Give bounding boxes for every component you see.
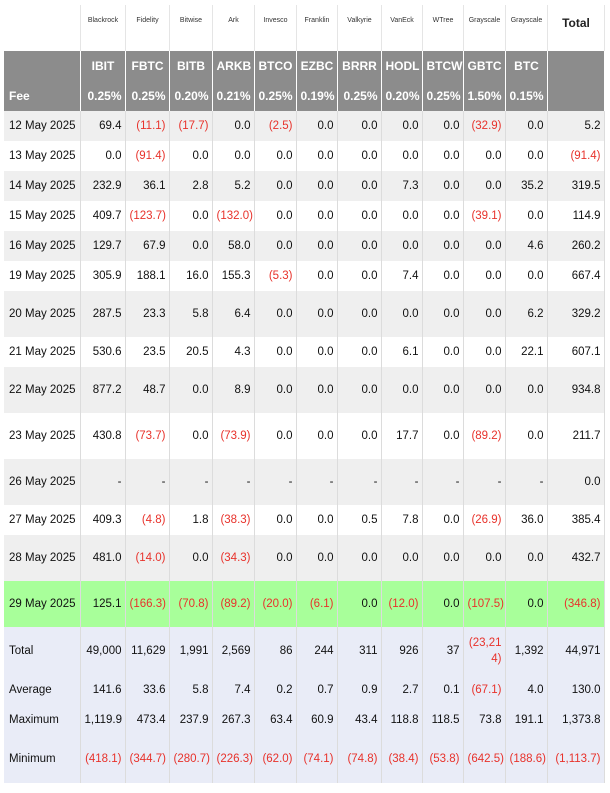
flow-cell: 35.2 <box>505 171 547 201</box>
stat-cell: 60.9 <box>296 705 337 735</box>
ticker-header: FBTC <box>125 51 169 81</box>
flow-cell: 48.7 <box>125 367 169 413</box>
row-date: 28 May 2025 <box>4 535 80 581</box>
ticker-total-blank <box>547 51 604 81</box>
ticker-header-row <box>4 51 604 81</box>
row-date: 23 May 2025 <box>4 413 80 459</box>
flow-cell: 7.8 <box>381 505 422 535</box>
stat-cell: 4.0 <box>505 675 547 705</box>
row-total-cell: 667.4 <box>547 261 604 291</box>
flow-cell: 0.0 <box>254 505 296 535</box>
flow-cell: 69.4 <box>80 111 125 141</box>
ticker-header: BTC <box>505 51 547 81</box>
stat-cell: 0.2 <box>254 675 296 705</box>
row-total-cell: 432.7 <box>547 535 604 581</box>
flow-cell: 409.3 <box>80 505 125 535</box>
stat-label: Total <box>4 627 80 675</box>
flow-cell: 155.3 <box>212 261 254 291</box>
stat-cell: (67.1) <box>463 675 505 705</box>
stat-cell: 37 <box>422 627 463 675</box>
flow-cell: 67.9 <box>125 231 169 261</box>
flow-cell: 0.0 <box>254 535 296 581</box>
flow-cell: 0.0 <box>296 413 337 459</box>
flow-cell: 0.0 <box>337 111 381 141</box>
flow-cell: 0.0 <box>505 581 547 627</box>
fee-cell: 0.19% <box>296 81 337 111</box>
flow-cell: 0.0 <box>463 141 505 171</box>
stat-cell: (53.8) <box>422 735 463 783</box>
flow-cell: 58.0 <box>212 231 254 261</box>
table-row <box>4 291 604 337</box>
stat-cell: (62.0) <box>254 735 296 783</box>
daily-flows-body <box>4 111 604 627</box>
stat-cell: 118.5 <box>422 705 463 735</box>
stat-cell: 0.9 <box>337 675 381 705</box>
stat-cell: 191.1 <box>505 705 547 735</box>
flow-cell: 0.0 <box>463 535 505 581</box>
flow-cell: - <box>80 459 125 505</box>
flow-cell: 0.0 <box>381 201 422 231</box>
issuer-header: Invesco <box>254 5 296 51</box>
stat-cell: 43.4 <box>337 705 381 735</box>
flow-cell: 0.0 <box>169 201 212 231</box>
flow-cell: 0.0 <box>381 535 422 581</box>
flow-cell: - <box>463 459 505 505</box>
flow-cell: (123.7) <box>125 201 169 231</box>
row-total-cell: (346.8) <box>547 581 604 627</box>
flow-cell: 0.0 <box>254 171 296 201</box>
row-date: 20 May 2025 <box>4 291 80 337</box>
ticker-header: BITB <box>169 51 212 81</box>
stat-cell: 1,119.9 <box>80 705 125 735</box>
flow-cell: 0.0 <box>422 413 463 459</box>
flow-cell: 530.6 <box>80 337 125 367</box>
flow-cell: 0.0 <box>463 337 505 367</box>
flow-cell: 0.0 <box>169 141 212 171</box>
flow-cell: - <box>296 459 337 505</box>
stat-cell: (226.3) <box>212 735 254 783</box>
table-row <box>4 413 604 459</box>
stat-cell: 237.9 <box>169 705 212 735</box>
flow-cell: (12.0) <box>381 581 422 627</box>
issuer-header-row <box>4 5 604 51</box>
flow-cell: (17.7) <box>169 111 212 141</box>
flow-cell: (32.9) <box>463 111 505 141</box>
stat-cell: 1,392 <box>505 627 547 675</box>
stat-total-cell: 1,373.8 <box>547 705 604 735</box>
flow-cell: - <box>422 459 463 505</box>
flow-cell: (132.0) <box>212 201 254 231</box>
flow-cell: 6.1 <box>381 337 422 367</box>
stat-row <box>4 705 604 735</box>
ticker-header: ARKB <box>212 51 254 81</box>
stat-cell: 118.8 <box>381 705 422 735</box>
stat-total-cell: (1,113.7) <box>547 735 604 783</box>
issuer-header: Bitwise <box>169 5 212 51</box>
ticker-header: BTCO <box>254 51 296 81</box>
ticker-corner-cell <box>4 51 80 81</box>
flow-cell: 0.0 <box>212 141 254 171</box>
flow-cell: 0.0 <box>505 111 547 141</box>
flow-cell: 6.2 <box>505 291 547 337</box>
table-row <box>4 141 604 171</box>
fee-label: Fee <box>4 81 80 111</box>
ticker-header: HODL <box>381 51 422 81</box>
flow-cell: 0.0 <box>381 291 422 337</box>
issuer-header: Grayscale <box>505 5 547 51</box>
flow-cell: (39.1) <box>463 201 505 231</box>
flow-cell: 0.0 <box>254 201 296 231</box>
flow-cell: 0.0 <box>254 367 296 413</box>
flow-cell: 0.0 <box>505 367 547 413</box>
total-column-header: Total <box>547 5 604 51</box>
row-date: 13 May 2025 <box>4 141 80 171</box>
issuer-header: Blackrock <box>80 5 125 51</box>
corner-cell <box>4 5 80 51</box>
row-date: 16 May 2025 <box>4 231 80 261</box>
stat-cell: (38.4) <box>381 735 422 783</box>
flow-cell: (73.7) <box>125 413 169 459</box>
row-date: 19 May 2025 <box>4 261 80 291</box>
flow-cell: - <box>125 459 169 505</box>
flow-cell: 0.0 <box>422 367 463 413</box>
ticker-header: BTCW <box>422 51 463 81</box>
flow-cell: (34.3) <box>212 535 254 581</box>
flow-cell: (26.9) <box>463 505 505 535</box>
flow-cell: 188.1 <box>125 261 169 291</box>
flow-cell: 0.0 <box>296 201 337 231</box>
stat-cell: 0.1 <box>422 675 463 705</box>
row-date: 12 May 2025 <box>4 111 80 141</box>
flow-cell: 4.3 <box>212 337 254 367</box>
table-row <box>4 261 604 291</box>
flow-cell: 0.0 <box>422 337 463 367</box>
flow-cell: 0.5 <box>337 505 381 535</box>
flow-cell: 0.0 <box>505 261 547 291</box>
flow-cell: (5.3) <box>254 261 296 291</box>
flow-cell: 0.0 <box>422 171 463 201</box>
issuer-header: Fidelity <box>125 5 169 51</box>
fee-cell: 0.25% <box>125 81 169 111</box>
fee-cell: 0.20% <box>381 81 422 111</box>
table-row <box>4 459 604 505</box>
flow-cell: 0.0 <box>337 201 381 231</box>
flow-cell: 0.0 <box>296 261 337 291</box>
flow-cell: 0.0 <box>463 367 505 413</box>
flow-cell: 17.7 <box>381 413 422 459</box>
issuer-header: Franklin <box>296 5 337 51</box>
ticker-header: BRRR <box>337 51 381 81</box>
flow-cell: - <box>254 459 296 505</box>
flow-cell: - <box>169 459 212 505</box>
row-total-cell: 329.2 <box>547 291 604 337</box>
flow-cell: 1.8 <box>169 505 212 535</box>
stat-cell: 141.6 <box>80 675 125 705</box>
fee-cell: 1.50% <box>463 81 505 111</box>
flow-cell: 0.0 <box>463 291 505 337</box>
flow-cell: 0.0 <box>463 231 505 261</box>
flow-cell: 0.0 <box>254 413 296 459</box>
flow-cell: 0.0 <box>422 505 463 535</box>
flow-cell: 6.4 <box>212 291 254 337</box>
fee-cell: 0.25% <box>254 81 296 111</box>
flow-cell: - <box>337 459 381 505</box>
flow-cell: 0.0 <box>422 535 463 581</box>
row-date: 29 May 2025 <box>4 581 80 627</box>
flow-cell: 0.0 <box>296 231 337 261</box>
flow-cell: 0.0 <box>169 231 212 261</box>
row-total-cell: 5.2 <box>547 111 604 141</box>
stat-cell: (642.5) <box>463 735 505 783</box>
stat-cell: 0.7 <box>296 675 337 705</box>
flow-cell: 0.0 <box>463 171 505 201</box>
stat-cell: 5.8 <box>169 675 212 705</box>
flow-cell: - <box>212 459 254 505</box>
flow-cell: 0.0 <box>296 337 337 367</box>
flow-cell: 20.5 <box>169 337 212 367</box>
flow-cell: 0.0 <box>337 337 381 367</box>
flow-cell: 430.8 <box>80 413 125 459</box>
fee-cell: 0.25% <box>80 81 125 111</box>
stat-label: Average <box>4 675 80 705</box>
flow-cell: 0.0 <box>337 171 381 201</box>
flow-cell: 0.0 <box>254 141 296 171</box>
stat-cell: 926 <box>381 627 422 675</box>
stat-cell: (23,214) <box>463 627 505 675</box>
flow-cell: 0.0 <box>422 581 463 627</box>
stat-cell: (280.7) <box>169 735 212 783</box>
table-row <box>4 505 604 535</box>
flow-cell: 16.0 <box>169 261 212 291</box>
flow-cell: 0.0 <box>296 535 337 581</box>
stat-cell: (344.7) <box>125 735 169 783</box>
stat-cell: 244 <box>296 627 337 675</box>
stat-cell: 73.8 <box>463 705 505 735</box>
fee-cell: 0.15% <box>505 81 547 111</box>
flow-cell: 0.0 <box>505 413 547 459</box>
row-date: 26 May 2025 <box>4 459 80 505</box>
flow-cell: 0.0 <box>337 367 381 413</box>
flow-cell: 481.0 <box>80 535 125 581</box>
issuer-header: Grayscale <box>463 5 505 51</box>
etf-flows-table-container <box>4 5 605 783</box>
row-total-cell: (91.4) <box>547 141 604 171</box>
flow-cell: (11.1) <box>125 111 169 141</box>
flow-cell: 129.7 <box>80 231 125 261</box>
flow-cell: (14.0) <box>125 535 169 581</box>
issuer-header: WTree <box>422 5 463 51</box>
table-row <box>4 171 604 201</box>
stat-cell: 63.4 <box>254 705 296 735</box>
flow-cell: (20.0) <box>254 581 296 627</box>
etf-flows-table <box>4 5 605 783</box>
flow-cell: 287.5 <box>80 291 125 337</box>
flow-cell: 8.9 <box>212 367 254 413</box>
row-total-cell: 0.0 <box>547 459 604 505</box>
flow-cell: 0.0 <box>337 291 381 337</box>
flow-cell: 0.0 <box>296 171 337 201</box>
fee-row <box>4 81 604 111</box>
flow-cell: 7.3 <box>381 171 422 201</box>
flow-cell: 0.0 <box>337 413 381 459</box>
flow-cell: (6.1) <box>296 581 337 627</box>
row-date: 22 May 2025 <box>4 367 80 413</box>
flow-cell: 22.1 <box>505 337 547 367</box>
flow-cell: 0.0 <box>422 201 463 231</box>
stat-cell: 11,629 <box>125 627 169 675</box>
row-total-cell: 934.8 <box>547 367 604 413</box>
row-date: 15 May 2025 <box>4 201 80 231</box>
row-total-cell: 114.9 <box>547 201 604 231</box>
stat-cell: 267.3 <box>212 705 254 735</box>
flow-cell: 0.0 <box>296 111 337 141</box>
flow-cell: 0.0 <box>296 367 337 413</box>
fee-cell: 0.25% <box>422 81 463 111</box>
fee-cell: 0.21% <box>212 81 254 111</box>
ticker-header: EZBC <box>296 51 337 81</box>
issuer-header: Ark <box>212 5 254 51</box>
flow-cell: (2.5) <box>254 111 296 141</box>
row-total-cell: 319.5 <box>547 171 604 201</box>
flow-cell: 0.0 <box>296 141 337 171</box>
row-total-cell: 385.4 <box>547 505 604 535</box>
fee-cell: 0.20% <box>169 81 212 111</box>
flow-cell: 0.0 <box>337 535 381 581</box>
stat-cell: 311 <box>337 627 381 675</box>
flow-cell: 0.0 <box>463 261 505 291</box>
flow-cell: 0.0 <box>422 261 463 291</box>
stat-cell: (188.6) <box>505 735 547 783</box>
stat-row <box>4 627 604 675</box>
row-date: 27 May 2025 <box>4 505 80 535</box>
flow-cell: 877.2 <box>80 367 125 413</box>
flow-cell: (89.2) <box>212 581 254 627</box>
flow-cell: 0.0 <box>296 291 337 337</box>
stat-cell: 1,991 <box>169 627 212 675</box>
flow-cell: 5.2 <box>212 171 254 201</box>
row-date: 14 May 2025 <box>4 171 80 201</box>
stat-row <box>4 675 604 705</box>
flow-cell: 0.0 <box>422 231 463 261</box>
stat-cell: (74.1) <box>296 735 337 783</box>
stat-label: Maximum <box>4 705 80 735</box>
flow-cell: 23.3 <box>125 291 169 337</box>
row-total-cell: 211.7 <box>547 413 604 459</box>
flow-cell: 0.0 <box>422 141 463 171</box>
stat-cell: (418.1) <box>80 735 125 783</box>
stat-cell: 2.7 <box>381 675 422 705</box>
stat-cell: 86 <box>254 627 296 675</box>
stat-label: Minimum <box>4 735 80 783</box>
table-row <box>4 535 604 581</box>
flow-cell: 0.0 <box>169 413 212 459</box>
stat-cell: (74.8) <box>337 735 381 783</box>
flow-cell: - <box>381 459 422 505</box>
table-row <box>4 337 604 367</box>
flow-cell: 125.1 <box>80 581 125 627</box>
row-total-cell: 607.1 <box>547 337 604 367</box>
flow-cell: (91.4) <box>125 141 169 171</box>
table-row <box>4 201 604 231</box>
flow-cell: 36.1 <box>125 171 169 201</box>
flow-cell: 0.0 <box>254 231 296 261</box>
flow-cell: 0.0 <box>381 231 422 261</box>
flow-cell: 0.0 <box>381 141 422 171</box>
table-row <box>4 581 604 627</box>
row-date: 21 May 2025 <box>4 337 80 367</box>
table-row <box>4 111 604 141</box>
flow-cell: 0.0 <box>505 201 547 231</box>
flow-cell: 0.0 <box>296 505 337 535</box>
stat-cell: 33.6 <box>125 675 169 705</box>
flow-cell: (166.3) <box>125 581 169 627</box>
flow-cell: 0.0 <box>212 111 254 141</box>
flow-cell: 23.5 <box>125 337 169 367</box>
flow-cell: 4.6 <box>505 231 547 261</box>
flow-cell: 0.0 <box>80 141 125 171</box>
fee-total-blank <box>547 81 604 111</box>
stat-cell: 2,569 <box>212 627 254 675</box>
flow-cell: 7.4 <box>381 261 422 291</box>
flow-cell: 0.0 <box>169 367 212 413</box>
flow-cell: 232.9 <box>80 171 125 201</box>
flow-cell: 5.8 <box>169 291 212 337</box>
flow-cell: 36.0 <box>505 505 547 535</box>
stat-row <box>4 735 604 783</box>
flow-cell: (73.9) <box>212 413 254 459</box>
issuer-header: Valkyrie <box>337 5 381 51</box>
flow-cell: 0.0 <box>381 111 422 141</box>
flow-cell: 0.0 <box>337 261 381 291</box>
flow-cell: 0.0 <box>422 291 463 337</box>
flow-cell: 0.0 <box>381 367 422 413</box>
fee-cell: 0.25% <box>337 81 381 111</box>
ticker-header: GBTC <box>463 51 505 81</box>
flow-cell: (107.5) <box>463 581 505 627</box>
flow-cell: 0.0 <box>337 581 381 627</box>
flow-cell: 0.0 <box>169 535 212 581</box>
issuer-header: VanEck <box>381 5 422 51</box>
stat-cell: 473.4 <box>125 705 169 735</box>
flow-cell: 2.8 <box>169 171 212 201</box>
flow-cell: 0.0 <box>505 535 547 581</box>
flow-cell: (70.8) <box>169 581 212 627</box>
flow-cell: 0.0 <box>337 231 381 261</box>
flow-cell: 305.9 <box>80 261 125 291</box>
flow-cell: 409.7 <box>80 201 125 231</box>
flow-cell: 0.0 <box>505 141 547 171</box>
row-total-cell: 260.2 <box>547 231 604 261</box>
stat-cell: 49,000 <box>80 627 125 675</box>
stat-cell: 7.4 <box>212 675 254 705</box>
flow-cell: (4.8) <box>125 505 169 535</box>
flow-cell: 0.0 <box>254 337 296 367</box>
flow-cell: (38.3) <box>212 505 254 535</box>
summary-stats-body <box>4 627 604 783</box>
stat-total-cell: 130.0 <box>547 675 604 705</box>
flow-cell: - <box>505 459 547 505</box>
stat-total-cell: 44,971 <box>547 627 604 675</box>
flow-cell: 0.0 <box>337 141 381 171</box>
table-row <box>4 231 604 261</box>
flow-cell: 0.0 <box>422 111 463 141</box>
ticker-header: IBIT <box>80 51 125 81</box>
table-row <box>4 367 604 413</box>
flow-cell: 0.0 <box>254 291 296 337</box>
flow-cell: (89.2) <box>463 413 505 459</box>
